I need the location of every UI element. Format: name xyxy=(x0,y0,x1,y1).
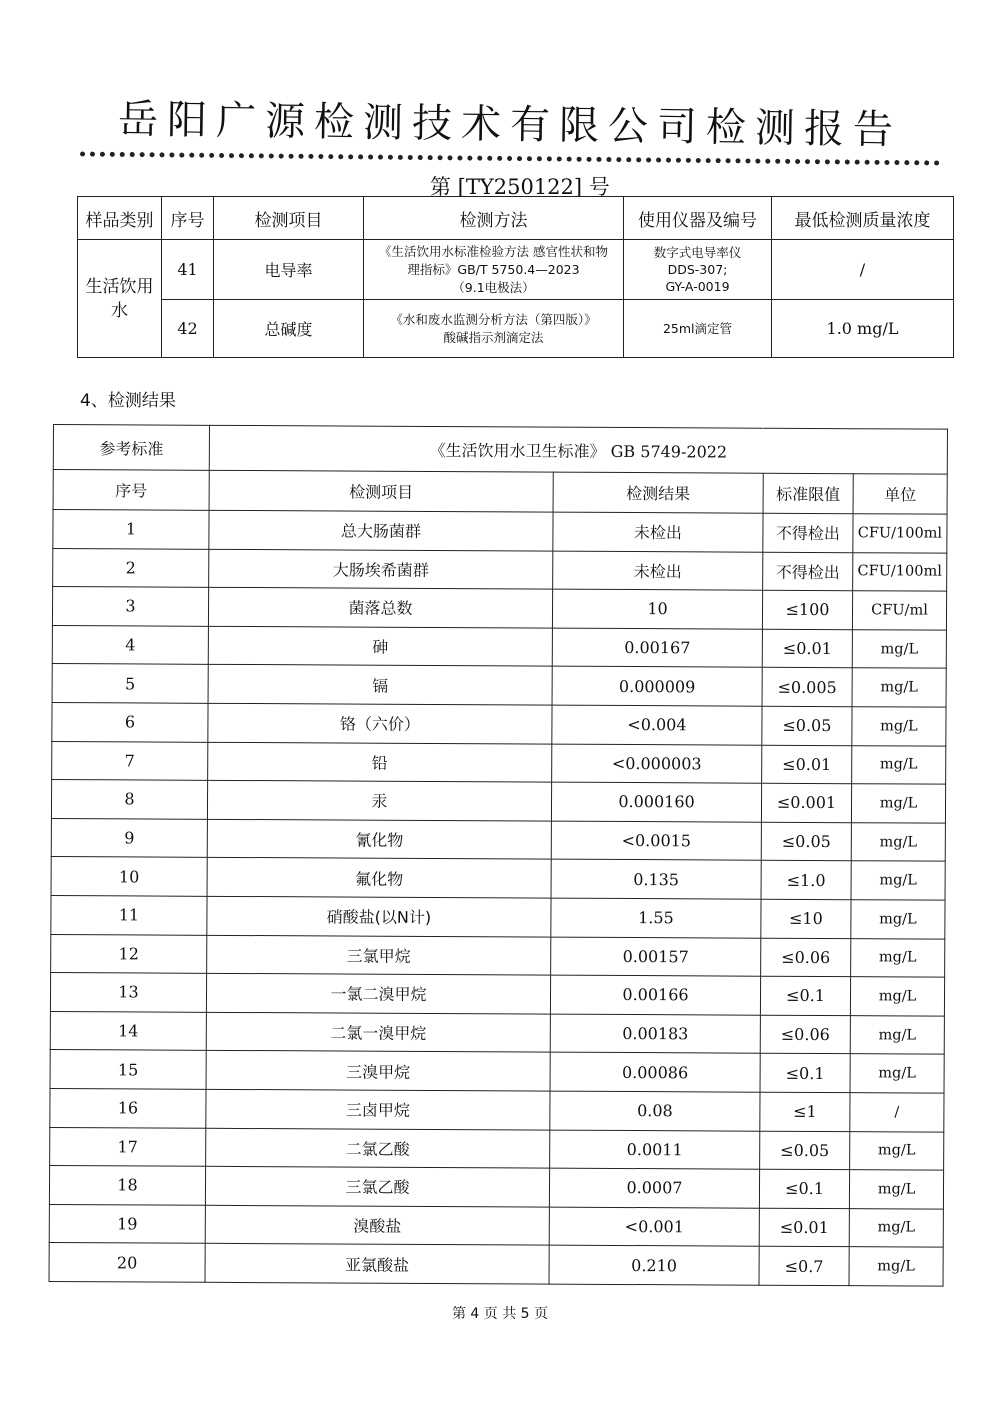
header-cell: 序号 xyxy=(53,470,209,511)
method-line: 酸碱指示剂滴定法 xyxy=(443,329,544,345)
standard-limit: ≤0.05 xyxy=(762,706,852,745)
standard-limit: ≤1 xyxy=(760,1092,850,1131)
instrument xyxy=(624,300,772,358)
sample-category: 生活饮用水 xyxy=(78,240,162,358)
min-concentration: 1.0 mg/L xyxy=(772,300,954,358)
table-row xyxy=(49,1166,943,1209)
test-item: 二氯一溴甲烷 xyxy=(206,1012,550,1052)
standard-limit: ≤0.005 xyxy=(762,668,852,707)
row-number: 6 xyxy=(52,702,208,741)
test-item: 总大肠菌群 xyxy=(209,510,553,550)
table-row xyxy=(50,973,944,1016)
header-cell: 检测结果 xyxy=(553,472,763,513)
test-result: 未检出 xyxy=(553,512,763,552)
instrument xyxy=(624,240,772,300)
standard-limit: ≤0.1 xyxy=(759,1169,849,1208)
standard-limit: ≤100 xyxy=(762,590,852,629)
unit: CFU/100ml xyxy=(853,552,947,591)
standard-limit: ≤0.001 xyxy=(761,783,851,822)
header-cell: 序号 xyxy=(162,197,214,240)
test-result: 0.000160 xyxy=(551,782,761,822)
standard-limit: ≤10 xyxy=(761,899,851,938)
header-cell: 单位 xyxy=(853,474,947,514)
row-number: 13 xyxy=(50,973,206,1012)
methods-row xyxy=(78,300,954,358)
row-number: 4 xyxy=(52,625,208,664)
unit: mg/L xyxy=(849,1170,943,1209)
row-number: 10 xyxy=(51,857,207,896)
test-result: 0.00086 xyxy=(550,1052,760,1092)
table-row xyxy=(51,780,945,823)
methods-row xyxy=(78,240,954,300)
row-number: 3 xyxy=(52,587,208,626)
test-result: 0.0011 xyxy=(550,1130,760,1170)
results-body xyxy=(49,510,947,1287)
unit: mg/L xyxy=(849,1247,943,1286)
table-row xyxy=(51,857,945,900)
row-number: 14 xyxy=(50,1011,206,1050)
unit: mg/L xyxy=(850,1015,944,1054)
standard-limit: ≤0.1 xyxy=(760,976,850,1015)
test-result: <0.001 xyxy=(549,1207,759,1247)
report-title: 岳阳广源检测技术有限公司检测报告 xyxy=(117,96,903,154)
standard-limit: 不得检出 xyxy=(763,552,853,591)
test-item: 硝酸盐(以N计) xyxy=(207,896,551,936)
unit: mg/L xyxy=(852,707,946,746)
unit: CFU/100ml xyxy=(853,514,947,553)
methods-table xyxy=(77,196,954,358)
test-result: 0.08 xyxy=(550,1091,760,1131)
test-result: 未检出 xyxy=(553,551,763,591)
test-item: 菌落总数 xyxy=(208,588,552,628)
test-result: 0.210 xyxy=(549,1245,759,1285)
row-number: 41 xyxy=(162,240,214,300)
instrument-line: DDS-307; xyxy=(667,262,728,277)
row-number: 5 xyxy=(52,664,208,703)
instrument-line: GY-A-0019 xyxy=(665,279,730,294)
table-row xyxy=(49,1243,943,1286)
test-result: 0.0007 xyxy=(549,1168,759,1208)
test-item: 总碱度 xyxy=(214,300,364,358)
header-cell: 检测项目 xyxy=(209,470,553,512)
standard-limit: ≤0.01 xyxy=(759,1208,849,1247)
method-line: 《生活饮用水标准检验方法 感官性状和物 xyxy=(379,243,608,259)
test-item: 大肠埃希菌群 xyxy=(209,549,553,589)
results-header-row xyxy=(53,470,947,515)
reference-standard: 《生活饮用水卫生标准》 GB 5749-2022 xyxy=(209,425,947,474)
unit: mg/L xyxy=(852,745,946,784)
row-number: 15 xyxy=(50,1050,206,1089)
table-row xyxy=(52,664,946,707)
reference-standard-row xyxy=(53,425,947,475)
header-cell: 标准限值 xyxy=(763,473,853,513)
table-row xyxy=(53,548,947,591)
test-result: 0.000009 xyxy=(552,666,762,706)
test-result: <0.004 xyxy=(552,705,762,745)
test-result: 10 xyxy=(552,589,762,629)
table-row xyxy=(51,934,945,977)
instrument-line: 数字式电导率仪 xyxy=(653,245,742,260)
test-result: <0.0015 xyxy=(551,821,761,861)
reference-label: 参考标准 xyxy=(53,425,209,471)
table-row xyxy=(49,1204,943,1247)
row-number: 8 xyxy=(51,780,207,819)
row-number: 2 xyxy=(53,548,209,587)
header-cell: 样品类别 xyxy=(78,197,162,240)
unit: mg/L xyxy=(849,1208,943,1247)
row-number: 19 xyxy=(49,1204,205,1243)
method-line: （9.1电极法） xyxy=(452,279,535,295)
row-number: 18 xyxy=(49,1166,205,1205)
header-cell: 检测方法 xyxy=(364,197,624,240)
unit: mg/L xyxy=(851,784,945,823)
table-row xyxy=(52,587,946,630)
row-number: 20 xyxy=(49,1243,205,1282)
test-item: 二氯乙酸 xyxy=(206,1128,550,1168)
header-cell: 最低检测质量浓度 xyxy=(772,197,954,240)
standard-limit: ≤1.0 xyxy=(761,861,851,900)
table-row xyxy=(50,1088,944,1131)
test-item: 三卤甲烷 xyxy=(206,1089,550,1129)
row-number: 42 xyxy=(162,300,214,358)
row-number: 16 xyxy=(50,1088,206,1127)
test-item: 铬（六价） xyxy=(208,703,552,743)
standard-limit: ≤0.7 xyxy=(759,1246,849,1285)
standard-limit: ≤0.01 xyxy=(762,629,852,668)
test-result: 0.00183 xyxy=(550,1014,760,1054)
unit: mg/L xyxy=(850,977,944,1016)
standard-limit: ≤0.01 xyxy=(762,745,852,784)
standard-limit: ≤0.06 xyxy=(760,1015,850,1054)
unit: / xyxy=(850,1093,944,1132)
test-result: <0.000003 xyxy=(552,744,762,784)
unit: mg/L xyxy=(851,822,945,861)
header-cell: 使用仪器及编号 xyxy=(624,197,772,240)
table-row xyxy=(51,818,945,861)
test-item: 三溴甲烷 xyxy=(206,1051,550,1091)
row-number: 1 xyxy=(53,510,209,549)
standard-limit: ≤0.06 xyxy=(761,938,851,977)
methods-header-row xyxy=(78,197,954,240)
unit: mg/L xyxy=(851,900,945,939)
method-line: 《水和废水监测分析方法（第四版）》 xyxy=(390,311,597,327)
test-item: 汞 xyxy=(207,780,551,820)
row-number: 11 xyxy=(51,895,207,934)
table-row xyxy=(51,895,945,938)
row-number: 7 xyxy=(52,741,208,780)
report-number: 第 [TY250122] 号 xyxy=(430,175,610,199)
test-item: 溴酸盐 xyxy=(205,1205,549,1245)
section-title: 4、检测结果 xyxy=(80,391,176,411)
row-number: 9 xyxy=(51,818,207,857)
method-line: 理指标》GB/T 5750.4—2023 xyxy=(407,261,580,277)
instrument-line: 25ml滴定管 xyxy=(662,321,733,336)
page-footer: 第 4 页 共 5 页 xyxy=(451,1306,549,1322)
test-item: 电导率 xyxy=(214,240,364,300)
test-result: 1.55 xyxy=(551,898,761,938)
table-row xyxy=(52,625,946,668)
unit: mg/L xyxy=(852,629,946,668)
test-item: 三氯甲烷 xyxy=(207,935,551,975)
test-method xyxy=(364,240,624,300)
standard-limit: 不得检出 xyxy=(763,513,853,552)
test-item: 氟化物 xyxy=(207,858,551,898)
table-row xyxy=(52,741,946,784)
standard-limit: ≤0.05 xyxy=(761,822,851,861)
unit: mg/L xyxy=(850,1054,944,1093)
row-number: 12 xyxy=(51,934,207,973)
test-result: 0.00157 xyxy=(551,937,761,977)
table-row xyxy=(52,702,946,745)
min-concentration: / xyxy=(772,240,954,300)
table-row xyxy=(50,1127,944,1170)
header-cell: 检测项目 xyxy=(214,197,364,240)
test-item: 亚氯酸盐 xyxy=(205,1244,549,1284)
unit: CFU/ml xyxy=(852,591,946,630)
standard-limit: ≤0.1 xyxy=(760,1054,850,1093)
test-item: 三氯乙酸 xyxy=(205,1166,549,1206)
table-row xyxy=(53,510,947,553)
test-item: 氰化物 xyxy=(207,819,551,859)
test-item: 一氯二溴甲烷 xyxy=(206,973,550,1013)
unit: mg/L xyxy=(852,668,946,707)
test-item: 镉 xyxy=(208,665,552,705)
unit: mg/L xyxy=(851,861,945,900)
test-result: 0.00167 xyxy=(552,628,762,668)
row-number: 17 xyxy=(50,1127,206,1166)
table-row xyxy=(50,1011,944,1054)
test-item: 铅 xyxy=(208,742,552,782)
test-result: 0.135 xyxy=(551,859,761,899)
test-result: 0.00166 xyxy=(550,975,760,1015)
table-row xyxy=(50,1050,944,1093)
test-method xyxy=(364,300,624,358)
unit: mg/L xyxy=(850,1131,944,1170)
results-table xyxy=(49,424,948,1287)
unit: mg/L xyxy=(851,938,945,977)
standard-limit: ≤0.05 xyxy=(760,1131,850,1170)
test-item: 砷 xyxy=(208,626,552,666)
